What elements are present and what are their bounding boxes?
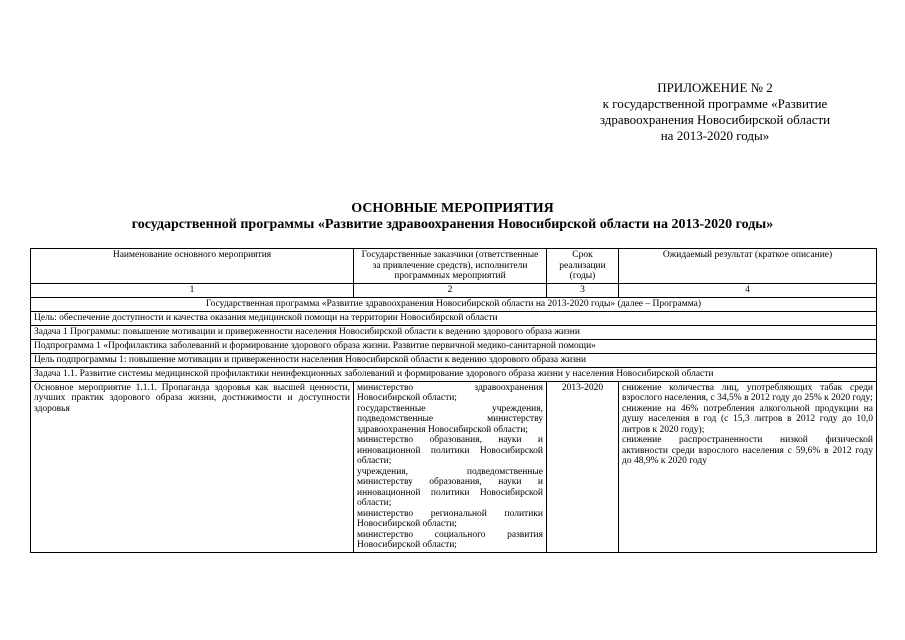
program-row (31, 297, 877, 311)
result-item: снижение распространенности низкой физической активности среди взрослого населения с 59,6% в 2012 году до 48,9% к 2020 году (622, 435, 873, 466)
appendix-line-3: здравоохранения Новосибирской области (599, 112, 831, 127)
subtask-row (31, 367, 877, 381)
header-result: Ожидаемый результат (краткое описание) (619, 249, 877, 284)
appendix-line-2: к государственной программе «Развитие (602, 96, 828, 111)
column-number: 4 (619, 283, 877, 297)
executor-item: министерство здравоохранения Новосибирской области; (357, 382, 543, 403)
document-title: ОСНОВНЫЕ МЕРОПРИЯТИЯ (351, 201, 554, 216)
appendix-line-1: ПРИЛОЖЕНИЕ № 2 (657, 80, 773, 95)
executor-item: учреждения, подведомственные министерству образования, науки и инновационной политики Новосибирской области; (357, 466, 543, 508)
program-cell: Государственная программа «Развитие здравоохранения Новосибирской области на 2013-2020 годы» (далее – Программа) (31, 297, 877, 311)
executor-item: министерство образования, науки и инновационной политики Новосибирской области; (357, 435, 543, 466)
subtask-cell: Задача 1.1. Развитие системы медицинской профилактики неинфекционных заболеваний и формирование здорового образа жизни у населения Новосибирской области (31, 367, 877, 381)
executor-item: государственные учреждения, подведомственные министерству здравоохранения Новосибирской области; (357, 403, 543, 435)
event-executors-cell (354, 381, 547, 552)
subprogram-cell: Подпрограмма 1 «Профилактика заболеваний и формирование здорового образа жизни. Развитие первичной медико-санитарной помощи» (31, 339, 877, 353)
document-subtitle: государственной программы «Развитие здравоохранения Новосибирской области на 2013-2020 годы» (131, 217, 774, 232)
appendix-line-4: на 2013-2020 годы» (660, 128, 770, 143)
result-item: снижение на 46% потребления алкогольной продукции на душу населения в год (с 15,3 литров в 2012 году до 10,0 литров к 2020 году); (622, 403, 873, 435)
header-period: Срок реализации (годы) (547, 249, 619, 284)
appendix-block (565, 80, 865, 144)
event-period-cell: 2013-2020 (547, 381, 619, 552)
goal-cell: Цель: обеспечение доступности и качества оказания медицинской помощи на территории Новосибирской области (31, 311, 877, 325)
task-row (31, 325, 877, 339)
goal-row (31, 311, 877, 325)
column-number: 2 (354, 283, 547, 297)
column-number: 3 (547, 283, 619, 297)
header-name: Наименование основного мероприятия (31, 249, 354, 284)
table-header-row (31, 249, 877, 284)
column-number: 1 (31, 283, 354, 297)
task-cell: Задача 1 Программы: повышение мотивации и приверженности населения Новосибирской области к ведению здорового образа жизни (31, 325, 877, 339)
result-item: снижение количества лиц, употребляющих табак среди взрослого населения, с 34,5% в 2012 году до 25% к 2020 году; (622, 382, 873, 403)
executor-item: министерство региональной политики Новосибирской области; (357, 508, 543, 529)
subgoal-row (31, 353, 877, 367)
subgoal-cell: Цель подпрограммы 1: повышение мотивации и приверженности населения Новосибирской области к ведению здорового образа жизни (31, 353, 877, 367)
table-row (31, 381, 877, 552)
event-results-cell (619, 381, 877, 552)
header-executors: Государственные заказчики (ответственные за привлечение средств), исполнители программных мероприятий (354, 249, 547, 284)
event-name-cell: Основное мероприятие 1.1.1. Пропаганда здоровья как высшей ценности, лучших практик здорового образа жизни, достижимости и доступности здоровья (31, 381, 354, 552)
events-table (30, 248, 877, 553)
column-number-row (31, 283, 877, 297)
executor-item: министерство социального развития Новосибирской области; (357, 529, 543, 550)
subprogram-row (31, 339, 877, 353)
